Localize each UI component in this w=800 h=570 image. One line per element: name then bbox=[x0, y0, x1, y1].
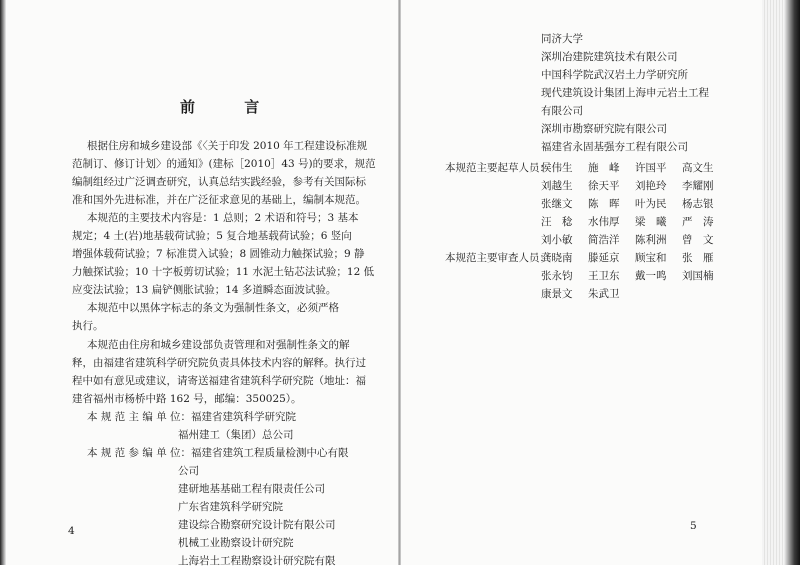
person-name: 朱武卫 bbox=[588, 288, 620, 300]
org-line: 深圳市勘察研究院有限公司 bbox=[541, 123, 667, 135]
person-name: 陈 晖 bbox=[588, 198, 620, 210]
person-name: 张永钧 bbox=[541, 270, 573, 282]
body-line: 范制订、修订计划〉的通知》(建标［2010］43 号)的要求，规范 bbox=[72, 158, 376, 170]
person-name: 徐天平 bbox=[588, 180, 620, 192]
drafters-label: 本规范主要起草人员： bbox=[445, 162, 550, 174]
participant-unit-line: 上海岩土工程勘察设计研究院有限 bbox=[178, 555, 336, 567]
person-name: 侯伟生 bbox=[541, 162, 573, 174]
person-name: 王卫东 bbox=[588, 270, 620, 282]
reviewers-label: 本规范主要审查人员： bbox=[445, 252, 550, 264]
org-line: 深圳冶建院建筑技术有限公司 bbox=[541, 51, 678, 63]
body-line: 力触探试验；10 十字板剪切试验；11 水泥土钻芯法试验；12 低 bbox=[72, 266, 375, 278]
org-line: 中国科学院武汉岩土力学研究所 bbox=[541, 69, 688, 81]
person-name: 康景文 bbox=[541, 288, 573, 300]
person-name: 曾 文 bbox=[682, 234, 714, 246]
page-number-left: 4 bbox=[68, 525, 75, 537]
participant-unit-line: 广东省建筑科学研究院 bbox=[178, 501, 283, 513]
body-line: 程中如有意见或建议，请寄送福建省建筑科学研究院（地址：福 bbox=[72, 375, 366, 387]
body-line: 应变法试验；13 扁铲侧胀试验；14 多道瞬态面波试验。 bbox=[72, 284, 337, 296]
page-title: 前 言 bbox=[180, 98, 282, 116]
person-name: 汪 稔 bbox=[541, 216, 573, 228]
org-line: 现代建筑设计集团上海申元岩土工程 bbox=[541, 87, 709, 99]
body-line: 本规范的主要技术内容是：1 总则；2 术语和符号；3 基本 bbox=[87, 212, 359, 224]
person-name: 刘小敏 bbox=[541, 234, 573, 246]
participant-unit-line: 建设综合勘察研究设计院有限公司 bbox=[178, 519, 336, 531]
person-name: 许国平 bbox=[635, 162, 667, 174]
org-line: 同济大学 bbox=[541, 33, 583, 45]
person-name: 刘国楠 bbox=[682, 270, 714, 282]
person-name: 滕延京 bbox=[588, 252, 620, 264]
person-name: 刘越生 bbox=[541, 180, 573, 192]
body-line: 本规范由住房和城乡建设部负责管理和对强制性条文的解 bbox=[87, 339, 350, 351]
person-name: 水伟厚 bbox=[588, 216, 620, 228]
org-line: 有限公司 bbox=[541, 105, 583, 117]
person-name: 陈利洲 bbox=[635, 234, 667, 246]
editor-unit-line: 本 规 范 主 编 单 位：福建省建筑科学研究院 bbox=[87, 411, 297, 423]
person-name: 龚晓南 bbox=[541, 252, 573, 264]
body-line: 建省福州市杨桥中路 162 号，邮编：350025）。 bbox=[72, 393, 302, 405]
body-line: 增强体载荷试验；7 标准贯入试验；8 圆锥动力触探试验；9 静 bbox=[72, 248, 365, 260]
participant-unit-line: 公司 bbox=[178, 465, 199, 477]
body-line: 释，由福建省建筑科学研究院负责具体技术内容的解释。执行过 bbox=[72, 357, 366, 369]
person-name: 梁 曦 bbox=[635, 216, 667, 228]
page-number-right: 5 bbox=[690, 520, 697, 532]
body-line: 准和国外先进标准，并在广泛征求意见的基础上，编制本规范。 bbox=[72, 194, 366, 206]
participant-unit-line: 建研地基基础工程有限责任公司 bbox=[178, 483, 325, 495]
body-line: 根据住房和城乡建设部《〈关于印发 2010 年工程建设标准规 bbox=[87, 140, 368, 152]
page-edge-left bbox=[0, 0, 6, 565]
person-name: 李耀刚 bbox=[682, 180, 714, 192]
right-page bbox=[445, 0, 725, 565]
participant-unit-line: 机械工业勘察设计研究院 bbox=[178, 537, 294, 549]
person-name: 施 峰 bbox=[588, 162, 620, 174]
participant-unit-line: 本 规 范 参 编 单 位：福建省建筑工程质量检测中心有限 bbox=[87, 447, 349, 459]
person-name: 刘艳玲 bbox=[635, 180, 667, 192]
editor-unit-line: 福州建工（集团）总公司 bbox=[178, 429, 294, 441]
body-line: 编制组经过广泛调查研究，认真总结实践经验，参考有关国际标 bbox=[72, 176, 366, 188]
person-name: 高文生 bbox=[682, 162, 714, 174]
person-name: 张 雁 bbox=[682, 252, 714, 264]
body-line: 本规范中以黑体字标志的条文为强制性条文，必须严格 bbox=[87, 302, 339, 314]
left-page bbox=[60, 0, 376, 567]
body-line: 执行。 bbox=[72, 320, 104, 332]
person-name: 叶为民 bbox=[635, 198, 667, 210]
person-name: 简浩洋 bbox=[588, 234, 620, 246]
body-line: 规定；4 土(岩)地基载荷试验；5 复合地基载荷试验；6 竖向 bbox=[72, 230, 352, 242]
person-name: 戴一鸣 bbox=[635, 270, 667, 282]
person-name: 顾宝和 bbox=[635, 252, 667, 264]
person-name: 严 涛 bbox=[682, 216, 714, 228]
page-edge-right bbox=[784, 0, 800, 565]
org-line: 福建省永固基强夯工程有限公司 bbox=[541, 141, 688, 153]
page-stack-edge bbox=[762, 0, 784, 565]
book-fold bbox=[398, 0, 401, 565]
person-name: 杨志银 bbox=[682, 198, 714, 210]
person-name: 张继文 bbox=[541, 198, 573, 210]
